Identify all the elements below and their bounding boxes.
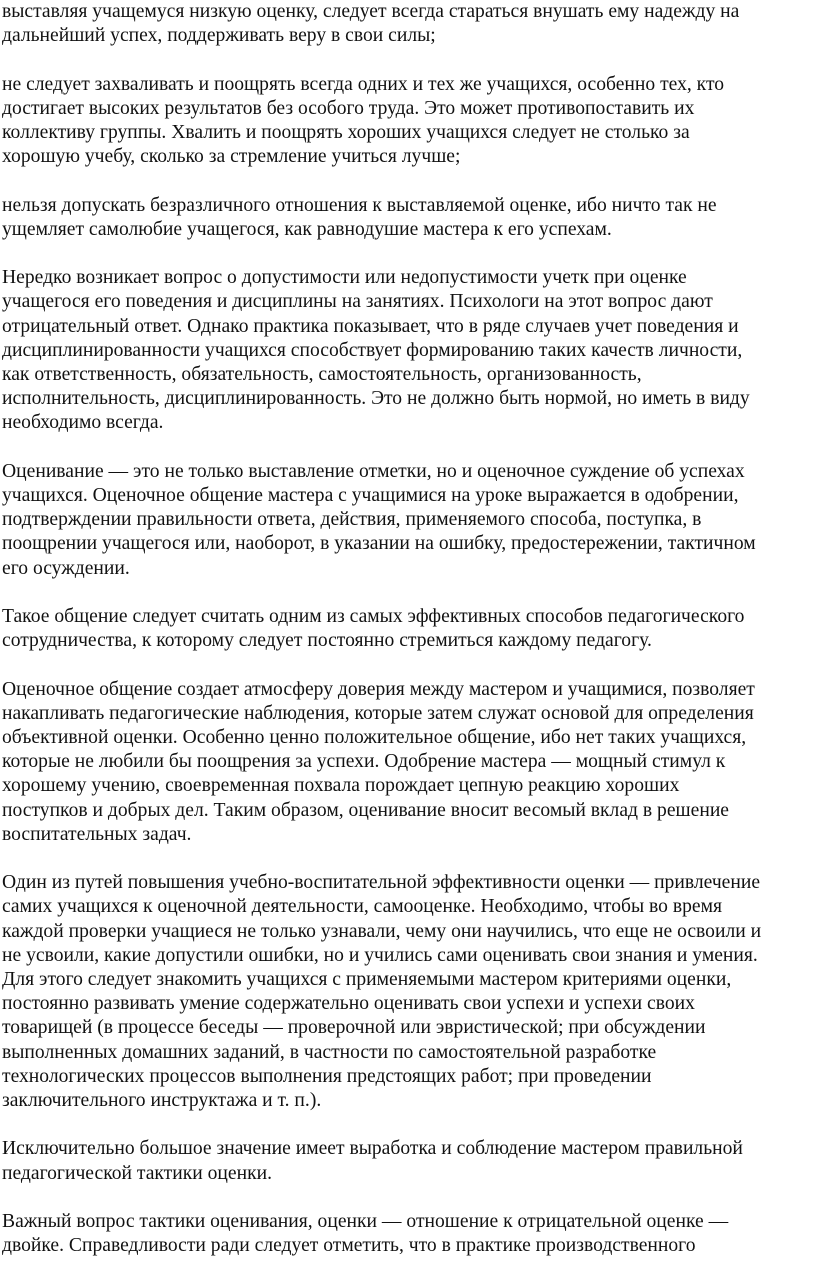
- text-line: Для этого следует знакомить учащихся с применяемыми мастером критериями оценки,: [2, 969, 732, 991]
- text-line: дисциплинированности учащихся способствует формированию таких качеств личности,: [2, 339, 743, 361]
- text-line: необходимо всегда.: [2, 412, 164, 434]
- text-line: хорошему учению, своевременная похвала порождает цепную реакцию хороших: [2, 775, 680, 797]
- text-line: сотрудничества, к которому следует постоянно стремиться каждому педагогу.: [2, 630, 652, 652]
- paragraph-9: [2, 1137, 814, 1185]
- text-line: Нередко возникает вопрос о допустимости или недопустимости учетк при оценке: [2, 267, 687, 289]
- text-line: не усвоили, какие допустили ошибки, но и учились сами оценивать свои знания и умения.: [2, 944, 758, 966]
- text-line: накапливать педагогические наблюдения, которые затем служат основой для определения: [2, 702, 754, 724]
- text-line: заключительного инструктажа и т. п.).: [2, 1090, 322, 1112]
- paragraph-6: [2, 605, 814, 653]
- paragraph-7: [2, 678, 814, 847]
- text-line: Оценивание — это не только выставление отметки, но и оценочное суждение об успехах: [2, 460, 745, 482]
- text-line: Оценочное общение создает атмосферу доверия между мастером и учащимися, позволяет: [2, 678, 755, 700]
- document-body: [2, 0, 814, 1258]
- text-line: не следует захваливать и поощрять всегда одних и тех же учащихся, особенно тех, кто: [2, 73, 725, 95]
- text-line: достигает высоких результатов без особого труда. Это может противопоставить их: [2, 97, 695, 119]
- text-line: ущемляет самолюбие учащегося, как равнодушие мастера к его успехам.: [2, 218, 612, 240]
- text-line: поощрении учащегося или, наоборот, в указании на ошибку, предостережении, тактичном: [2, 533, 756, 555]
- paragraph-8: [2, 871, 814, 1113]
- text-line: исполнительность, дисциплинированность. Это не должно быть нормой, но иметь в виду: [2, 388, 750, 410]
- text-line: технологических процессов выполнения предстоящих работ; при проведении: [2, 1065, 652, 1087]
- paragraph-3: [2, 194, 814, 242]
- text-line: воспитательных задач.: [2, 823, 192, 845]
- paragraph-5: [2, 460, 814, 581]
- text-line: нельзя допускать безразличного отношения к выставляемой оценке, ибо ничто так не: [2, 194, 717, 216]
- text-line: хорошую учебу, сколько за стремление учиться лучше;: [2, 146, 461, 168]
- text-line: Исключительно большое значение имеет выработка и соблюдение мастером правильной: [2, 1138, 743, 1160]
- text-line: самих учащихся к оценочной деятельности, самооценке. Необходимо, чтобы во время: [2, 896, 723, 918]
- text-line: подтверждении правильности ответа, действия, применяемого способа, поступка, в: [2, 509, 702, 531]
- text-line: учащихся. Оценочное общение мастера с учащимися на уроке выражается в одобрении,: [2, 485, 739, 506]
- paragraph-4: [2, 266, 814, 435]
- text-line: дальнейший успех, поддерживать веру в свои силы;: [2, 25, 436, 47]
- text-line: Важный вопрос тактики оценивания, оценки — отношение к отрицательной оценке —: [2, 1211, 729, 1233]
- text-line: педагогической тактики оценки.: [2, 1162, 272, 1184]
- paragraph-2: [2, 73, 814, 170]
- text-line: как ответственность, обязательность, самостоятельность, организованность,: [2, 364, 642, 385]
- text-line: выставляя учащемуся низкую оценку, следует всегда стараться внушать ему надежду на: [2, 1, 740, 22]
- text-line: которые не любили бы поощрения за успехи. Одобрение мастера — мощный стимул к: [2, 751, 726, 773]
- paragraph-1: [2, 0, 814, 48]
- text-line: Один из путей повышения учебно-воспитательной эффективности оценки — привлечение: [2, 872, 761, 894]
- text-line: отрицательный ответ. Однако практика показывает, что в ряде случаев учет поведения и: [2, 315, 739, 337]
- text-line: каждой проверки учащиеся не только узнавали, чему они научились, что еще не освоили и: [2, 920, 762, 942]
- text-line: выполненных домашних заданий, в частности по самостоятельной разработке: [2, 1041, 657, 1063]
- text-line: учащегося его поведения и дисциплины на занятиях. Психологи на этот вопрос дают: [2, 291, 713, 313]
- text-line: коллективу группы. Хвалить и поощрять хороших учащихся следует не столько за: [2, 122, 690, 143]
- text-line: объективной оценки. Особенно ценно положительное общение, ибо нет таких учащихся,: [2, 727, 747, 748]
- text-line: постоянно развивать умение содержательно оценивать свои успехи и успехи своих: [2, 993, 695, 1015]
- text-line: его осуждении.: [2, 557, 130, 579]
- text-line: двойке. Справедливости ради следует отметить, что в практике производственного: [2, 1235, 696, 1257]
- text-line: товарищей (в процессе беседы — проверочной или эвристической; при обсуждении: [2, 1017, 706, 1039]
- paragraph-10: [2, 1210, 814, 1258]
- text-line: поступков и добрых дел. Таким образом, оценивание вносит весомый вклад в решение: [2, 799, 729, 821]
- text-line: Такое общение следует считать одним из самых эффективных способов педагогического: [2, 606, 745, 627]
